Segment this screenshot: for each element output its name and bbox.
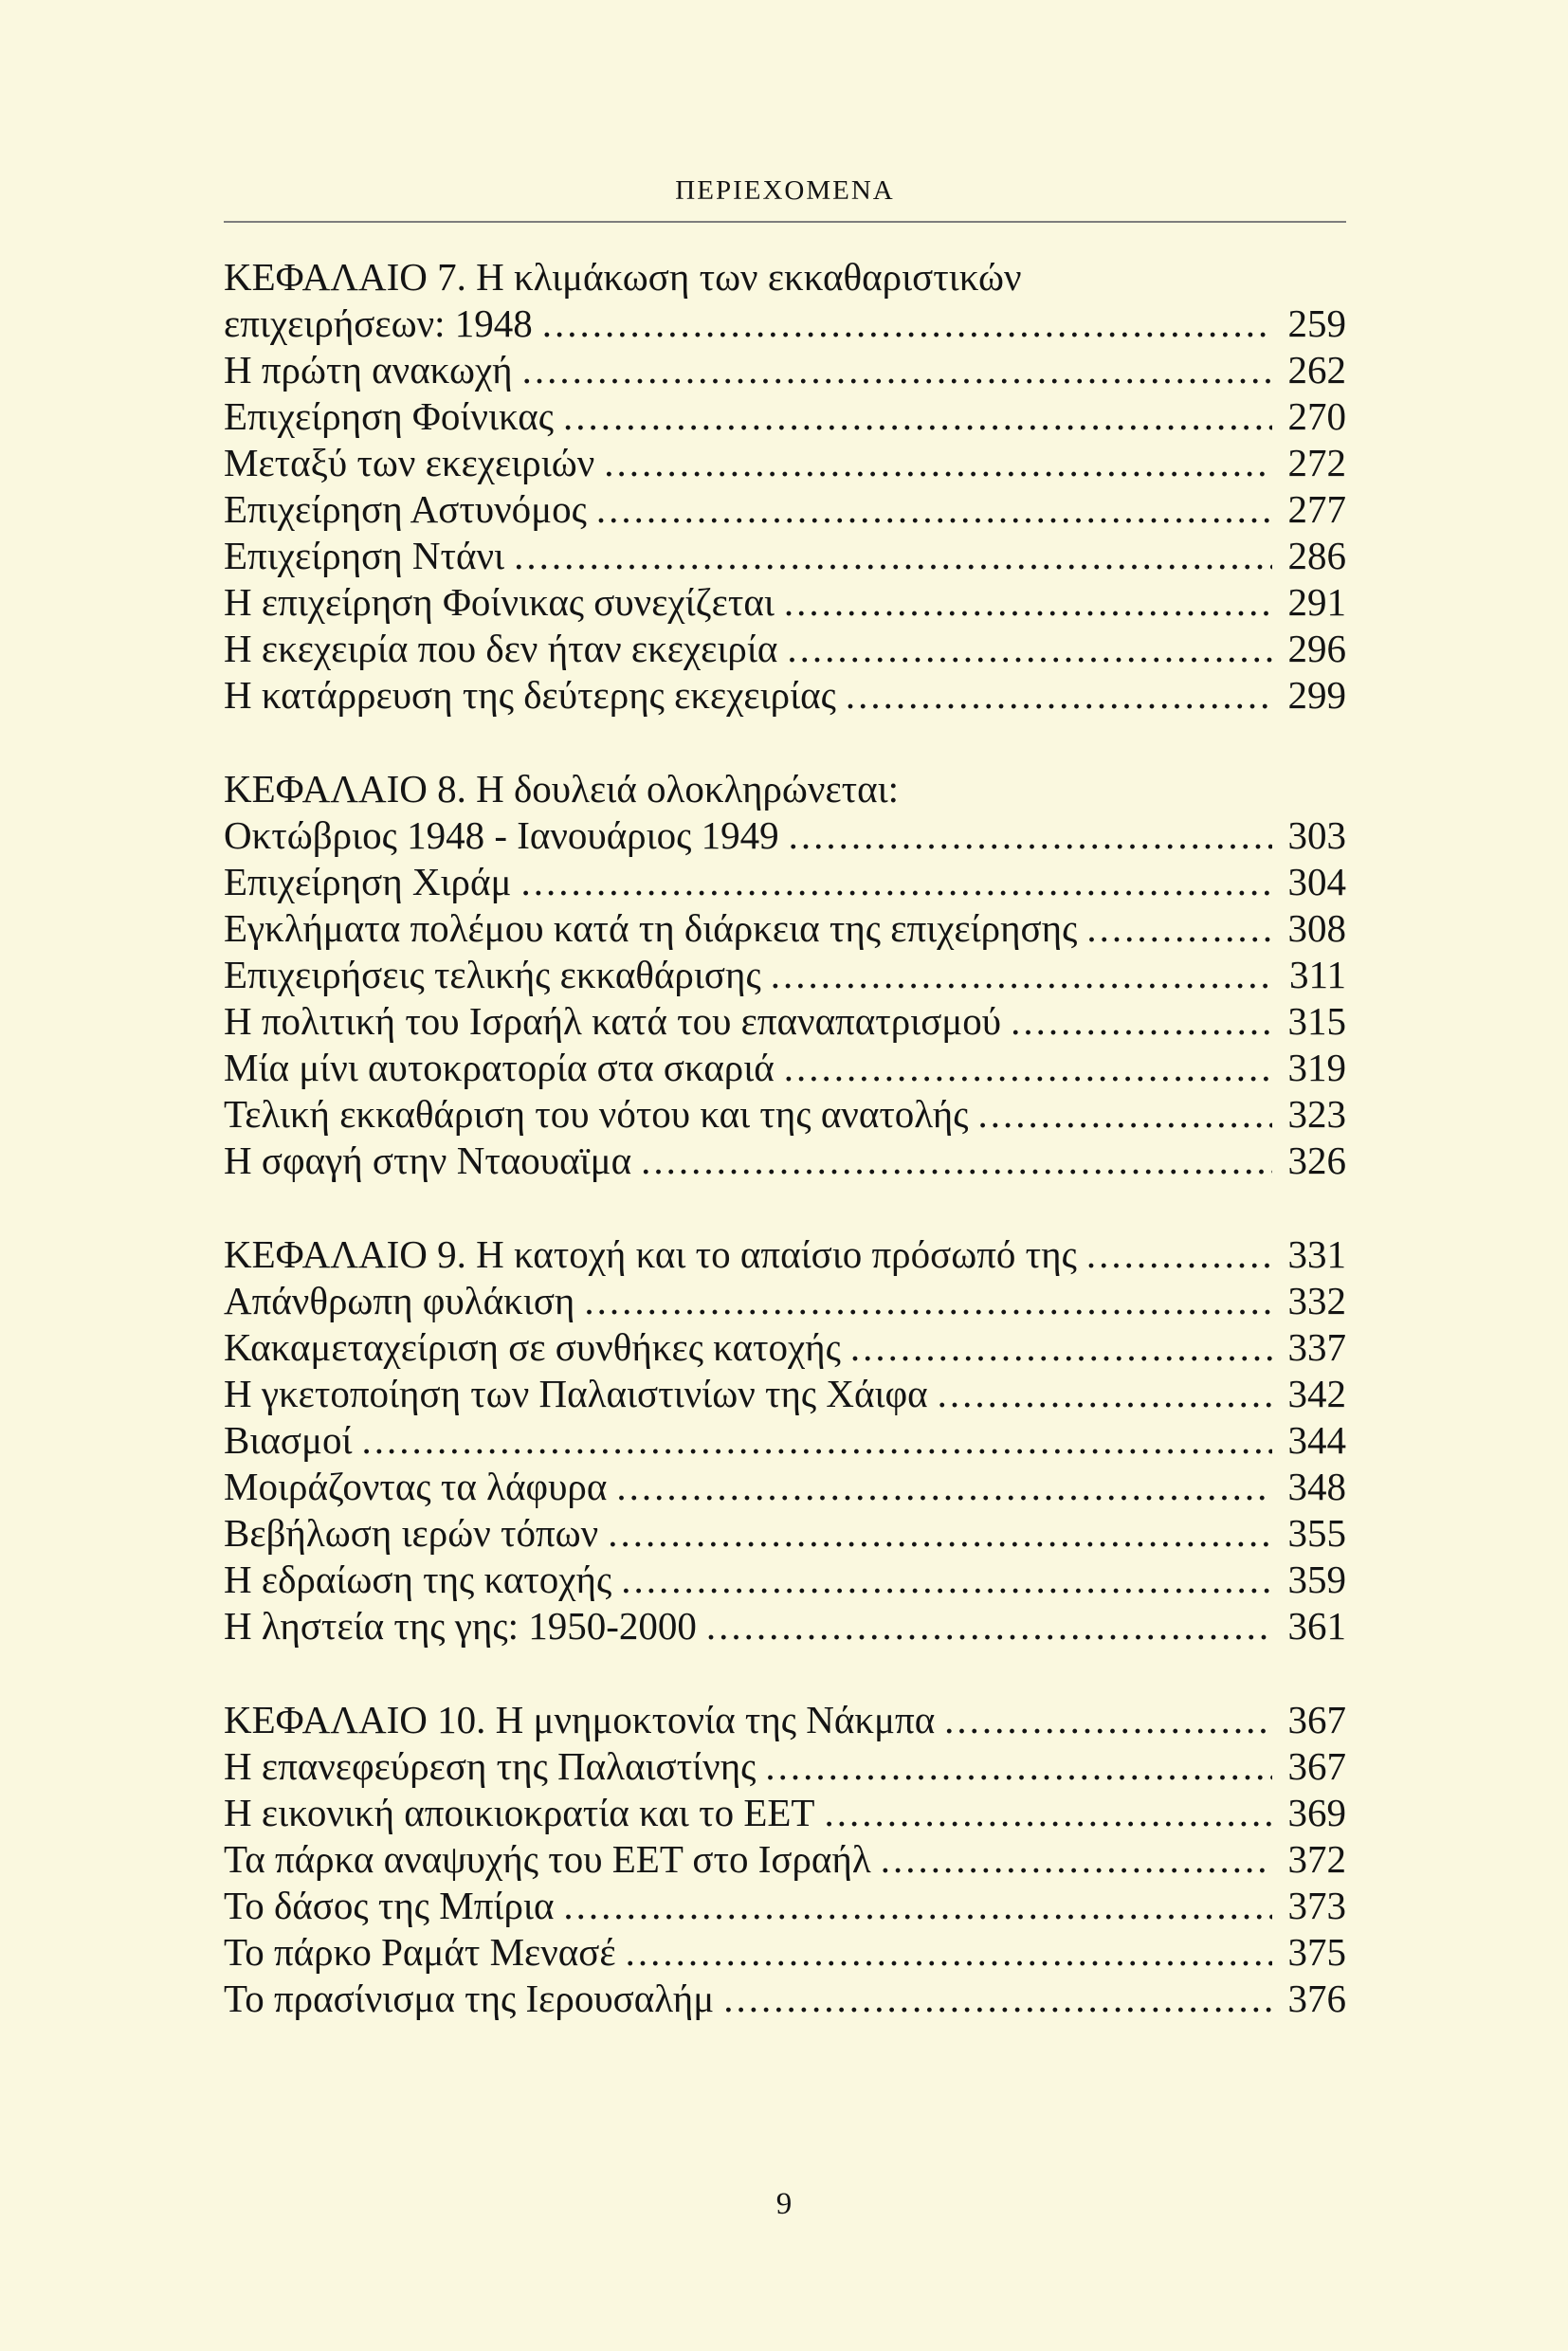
toc-entry-page-number: 291 xyxy=(1287,580,1346,624)
dot-leader xyxy=(944,1697,1272,1743)
dot-leader xyxy=(542,301,1272,347)
toc-entry-page-number: 319 xyxy=(1287,1046,1346,1089)
toc-entry xyxy=(224,626,1346,672)
toc-entry xyxy=(224,1278,1346,1324)
toc-entry-label: Η πολιτική του Ισραήλ κατά του επαναπατρισμού xyxy=(224,999,1002,1043)
dot-leader xyxy=(596,486,1272,533)
toc-entry-label: Βιασμοί xyxy=(224,1418,353,1462)
page-number: 9 xyxy=(775,2187,793,2221)
contents-title: ΠΕΡΙΕΧΟΜΕΝΑ xyxy=(675,175,895,206)
toc-entry xyxy=(224,1138,1346,1184)
toc-entry-label: Τελική εκκαθάριση του νότου και της ανατολής xyxy=(224,1092,969,1136)
toc-entry xyxy=(224,859,1346,905)
dot-leader xyxy=(771,952,1272,998)
toc-entry-label: Μία μίνι αυτοκρατορία στα σκαριά xyxy=(224,1046,775,1089)
toc-entry xyxy=(224,1091,1346,1138)
dot-leader xyxy=(706,1603,1272,1649)
toc-entry-page-number: 270 xyxy=(1287,394,1346,438)
dot-leader xyxy=(361,1417,1272,1464)
chapter-block xyxy=(224,1231,1346,1649)
toc-entry-page-number: 369 xyxy=(1287,1791,1346,1834)
toc-entry-label: Η εκεχειρία που δεν ήταν εκεχειρία xyxy=(224,627,778,670)
dot-leader xyxy=(1011,998,1272,1045)
toc-entry-page-number: 348 xyxy=(1287,1465,1346,1508)
toc-entry xyxy=(224,440,1346,486)
toc-entry xyxy=(224,1510,1346,1557)
toc-entry-page-number: 326 xyxy=(1287,1139,1346,1182)
dot-leader xyxy=(616,1464,1272,1510)
toc-entry-page-number: 315 xyxy=(1287,999,1346,1043)
toc-entry-label: Επιχείρηση Ντάνι xyxy=(224,534,505,577)
page-content xyxy=(224,0,1346,2037)
dot-leader xyxy=(563,1883,1272,1929)
toc-entry-label: Η εδραίωση της κατοχής xyxy=(224,1558,612,1601)
dot-leader xyxy=(850,1324,1272,1371)
toc-entry-label: Η πρώτη ανακωχή xyxy=(224,348,513,392)
toc-entry xyxy=(224,1976,1346,2022)
dot-leader xyxy=(978,1091,1273,1138)
toc-entry xyxy=(224,347,1346,393)
toc-entry-label: Επιχείρηση Χιράμ xyxy=(224,860,512,903)
toc-entry-label: Απάνθρωπη φυλάκιση xyxy=(224,1279,575,1322)
toc-entry xyxy=(224,1790,1346,1836)
chapter-title: Οκτώβριος 1948 - Ιανουάριος 1949 xyxy=(224,813,779,857)
header-rule xyxy=(224,221,1346,223)
toc-entry-label: Η κατάρρευση της δεύτερης εκεχειρίας xyxy=(224,673,836,717)
toc-entry-page-number: 367 xyxy=(1287,1744,1346,1788)
dot-leader xyxy=(626,1929,1272,1976)
toc-entry-label: Τα πάρκα αναψυχής του ΕΕΤ στο Ισραήλ xyxy=(224,1837,871,1881)
chapter-page-number: 259 xyxy=(1287,301,1346,345)
chapter-heading xyxy=(224,766,1346,812)
toc-entry-label: Μοιράζοντας τα λάφυρα xyxy=(224,1465,608,1508)
dot-leader xyxy=(520,859,1272,905)
toc-entry-page-number: 361 xyxy=(1287,1604,1346,1648)
toc-entry xyxy=(224,1324,1346,1371)
toc-entry-page-number: 304 xyxy=(1287,860,1346,903)
dot-leader xyxy=(846,672,1272,719)
toc-entry-label: Εγκλήματα πολέμου κατά τη διάρκεια της επιχείρησης xyxy=(224,906,1078,950)
toc-entry xyxy=(224,672,1346,719)
chapter-title: ΚΕΦΑΛΑΙΟ 10. Η μνημοκτονία της Νάκμπα xyxy=(224,1698,936,1741)
dot-leader xyxy=(1086,1231,1272,1278)
chapter-heading-continued xyxy=(224,301,1346,347)
toc-entry xyxy=(224,393,1346,440)
toc-entry xyxy=(224,486,1346,533)
dot-leader xyxy=(784,579,1272,626)
toc-entry xyxy=(224,1743,1346,1790)
toc-entry-page-number: 359 xyxy=(1287,1558,1346,1601)
chapter-heading xyxy=(224,1697,1346,1743)
toc-entry-page-number: 296 xyxy=(1287,627,1346,670)
toc-entry-label: Η επιχείρηση Φοίνικας συνεχίζεται xyxy=(224,580,775,624)
toc-entry xyxy=(224,1371,1346,1417)
toc-entry-page-number: 373 xyxy=(1287,1884,1346,1927)
toc-entry-page-number: 376 xyxy=(1287,1977,1346,2020)
toc-entry xyxy=(224,1464,1346,1510)
dot-leader xyxy=(604,440,1272,486)
dot-leader xyxy=(787,626,1272,672)
chapter-title: επιχειρήσεων: 1948 xyxy=(224,301,533,345)
chapter-title: ΚΕΦΑΛΑΙΟ 8. Η δουλειά ολοκληρώνεται: xyxy=(224,767,900,811)
dot-leader xyxy=(784,1045,1272,1091)
chapter-page-number: 303 xyxy=(1287,813,1346,857)
toc-entry xyxy=(224,998,1346,1045)
dot-leader xyxy=(514,533,1272,579)
toc-entry-label: Επιχείρηση Φοίνικας xyxy=(224,394,554,438)
toc-entry xyxy=(224,579,1346,626)
dot-leader xyxy=(522,347,1272,393)
dot-leader xyxy=(881,1836,1272,1883)
toc-entry-page-number: 337 xyxy=(1287,1325,1346,1369)
dot-leader xyxy=(789,812,1272,859)
toc-entry xyxy=(224,952,1346,998)
toc-entry-page-number: 332 xyxy=(1287,1279,1346,1322)
dot-leader xyxy=(938,1371,1272,1417)
toc-entry-label: Το πρασίνισμα της Ιερουσαλήμ xyxy=(224,1977,715,2020)
toc-entry-label: Το πάρκο Ραμάτ Μενασέ xyxy=(224,1930,616,1974)
toc-entry-label: Η ληστεία της γης: 1950-2000 xyxy=(224,1604,697,1648)
toc-entry-page-number: 286 xyxy=(1287,534,1346,577)
toc-entry xyxy=(224,1045,1346,1091)
toc-entry xyxy=(224,1417,1346,1464)
toc-entry-page-number: 277 xyxy=(1287,487,1346,531)
chapter-heading xyxy=(224,1231,1346,1278)
toc-entry-page-number: 344 xyxy=(1287,1418,1346,1462)
toc-entry xyxy=(224,533,1346,579)
chapter-title: ΚΕΦΑΛΑΙΟ 7. Η κλιμάκωση των εκκαθαριστικών xyxy=(224,255,1022,299)
dot-leader xyxy=(608,1510,1272,1557)
toc-entry-page-number: 299 xyxy=(1287,673,1346,717)
toc-entry-page-number: 375 xyxy=(1287,1930,1346,1974)
chapter-title: ΚΕΦΑΛΑΙΟ 9. Η κατοχή και το απαίσιο πρόσωπό της xyxy=(224,1232,1077,1276)
toc-entry-page-number: 272 xyxy=(1287,441,1346,484)
toc-entry-page-number: 311 xyxy=(1289,953,1346,996)
toc-entry-page-number: 355 xyxy=(1287,1511,1346,1555)
dot-leader xyxy=(765,1743,1272,1790)
dot-leader xyxy=(824,1790,1272,1836)
toc-entry-label: Η εικονική αποικιοκρατία και το ΕΕΤ xyxy=(224,1791,815,1834)
toc-entry-label: Η γκετοποίηση των Παλαιστινίων της Χάιφα xyxy=(224,1372,928,1415)
chapter-block xyxy=(224,254,1346,719)
dot-leader xyxy=(641,1138,1272,1184)
chapter-block xyxy=(224,766,1346,1184)
chapter-page-number: 331 xyxy=(1287,1232,1346,1276)
chapter-block xyxy=(224,1697,1346,2022)
toc-entry-page-number: 262 xyxy=(1287,348,1346,392)
toc-entry-label: Επιχειρήσεις τελικής εκκαθάρισης xyxy=(224,953,761,996)
toc xyxy=(224,254,1346,2022)
toc-entry xyxy=(224,1836,1346,1883)
dot-leader xyxy=(584,1278,1272,1324)
toc-entry-page-number: 372 xyxy=(1287,1837,1346,1881)
toc-entry-label: Επιχείρηση Αστυνόμος xyxy=(224,487,587,531)
toc-entry-label: Το δάσος της Μπίρια xyxy=(224,1884,555,1927)
chapter-heading-continued xyxy=(224,812,1346,859)
dot-leader xyxy=(1086,905,1272,952)
toc-entry xyxy=(224,1557,1346,1603)
toc-entry xyxy=(224,905,1346,952)
toc-entry xyxy=(224,1883,1346,1929)
toc-entry-label: Η επανεφεύρεση της Παλαιστίνης xyxy=(224,1744,757,1788)
toc-entry-page-number: 323 xyxy=(1287,1092,1346,1136)
dot-leader xyxy=(621,1557,1272,1603)
toc-entry-label: Κακαμεταχείριση σε συνθήκες κατοχής xyxy=(224,1325,841,1369)
toc-entry-page-number: 342 xyxy=(1287,1372,1346,1415)
chapter-page-number: 367 xyxy=(1287,1698,1346,1741)
dot-leader xyxy=(723,1976,1272,2022)
toc-entry-page-number: 308 xyxy=(1287,906,1346,950)
chapter-heading xyxy=(224,254,1346,301)
dot-leader xyxy=(563,393,1272,440)
toc-entry-label: Η σφαγή στην Νταουαϊμα xyxy=(224,1139,632,1182)
toc-entry-label: Βεβήλωση ιερών τόπων xyxy=(224,1511,599,1555)
toc-entry-label: Μεταξύ των εκεχειριών xyxy=(224,441,595,484)
toc-entry xyxy=(224,1929,1346,1976)
toc-entry xyxy=(224,1603,1346,1649)
